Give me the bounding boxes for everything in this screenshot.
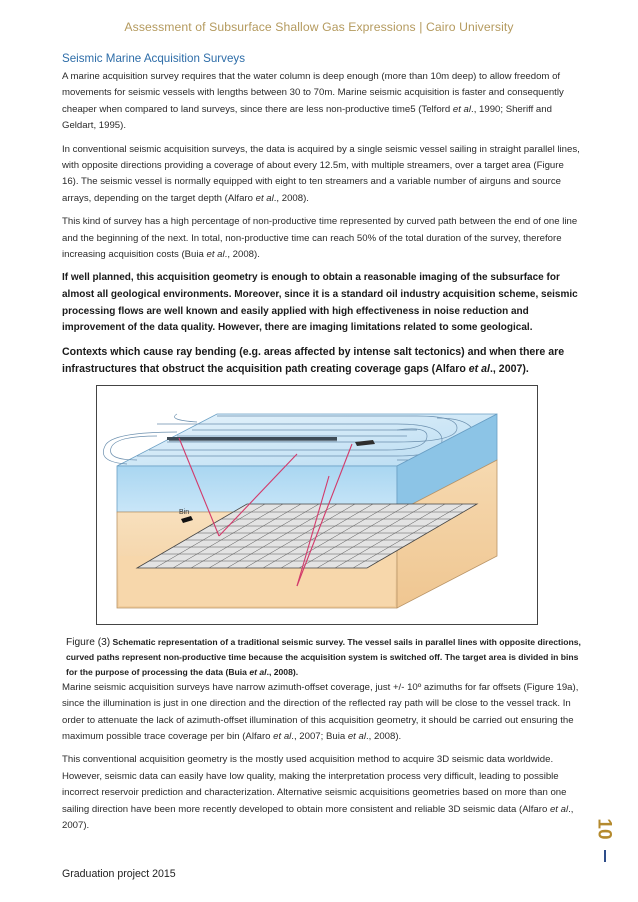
figure-caption: Figure (3) Schematic representation of a traditional seismic survey. The vessel sails in parallel lines with opposite directions, curved paths represent non-productive time because the acquisition system is switched off. The target area is divided in bins for the purpose of processing the data (Buia et al., 2008). xyxy=(66,636,581,677)
paragraph-4: If well planned, this acquisition geometry is enough to obtain a reasonable imaging of the subsurface for almost all geological environments. Moreover, since it is a standard oil industry acquisition scheme, seismic processing flows are well known and easily applied with high effectiveness in noise reduction and improvement of the data quality. However, there are imaging limitations related to some geological. xyxy=(62,272,578,334)
page-content xyxy=(62,52,582,842)
paragraph-2: In conventional seismic acquisition surveys, the data is acquired by a single seismic vessel sailing in straight parallel lines, with opposite directions providing a coverage of about every 12.5m, with multiple streamers, over a target area (Figure 16). The seismic vessel is normally equipped with eight to ten streamers and a variable number of airguns and source arrays, depending on the target depth (Alfaro et al., 2008). xyxy=(62,143,580,204)
paragraph-3: This kind of survey has a high percentage of non-productive time represented by curved path between the end of one line and the beginning of the next. In total, non-productive time can reach 50% of the total duration of the survey, therefore increasing acquisition costs (Buia et al., 2008). xyxy=(62,216,578,261)
caption-number: (3) xyxy=(97,636,111,648)
bin-label: Bin xyxy=(179,508,190,516)
paragraph-5: Contexts which cause ray bending (e.g. areas affected by intense salt tectonics) and when there are infrastructures that obstruct the acquisition path creating coverage gaps (Alfaro et al., 2007). xyxy=(62,345,565,375)
footer: Graduation project 2015 xyxy=(62,868,176,880)
paragraph-1: A marine acquisition survey requires that the water column is deep enough (more than 10m deep) to allow freedom of movements for seismic vessels with lengths between 30 to 70m. Marine seismic acquisition is faster and consequently cheaper when compared to land surveys, since there are less non-productive time5 (Telford et al., 1990; Sheriff and Geldart, 1995). xyxy=(62,71,564,132)
seismic-survey-figure xyxy=(96,385,538,625)
page-number-bar xyxy=(604,850,606,862)
seismic-survey-diagram xyxy=(97,386,537,624)
page-number: 10 xyxy=(593,818,615,840)
running-header: Assessment of Subsurface Shallow Gas Expressions | Cairo University xyxy=(124,20,514,34)
caption-label: Figure xyxy=(66,636,98,648)
paragraph-6: Marine seismic acquisition surveys have narrow azimuth-offset coverage, just +/- 10º azimuths for far offsets (Figure 19a), since the illumination is just in one direction and the direction of the reflected ray path will be close to the vessel track. In order to attenuate the lack of azimuth-offset illumination of this acquisition geometry, it should be carried out ensuring the maximum possible trace coverage per bin (Alfaro et al., 2007; Buia et al., 2008). xyxy=(62,681,579,743)
streamer-array xyxy=(167,437,337,441)
section-title: Seismic Marine Acquisition Surveys xyxy=(62,52,245,65)
paragraph-7: This conventional acquisition geometry is the mostly used acquisition method to acquire 3D seismic data worldwide. However, seismic data can easily have low quality, making the interpretation process very difficult, leading to possible incorrect reservoir prediction and characterization. Alternative seismic acquisitions geometries based on more than one sailing direction have been more recently developed to obtain more consistent and reliable 3D seismic data (Alfaro et al., 2007). xyxy=(62,754,574,832)
